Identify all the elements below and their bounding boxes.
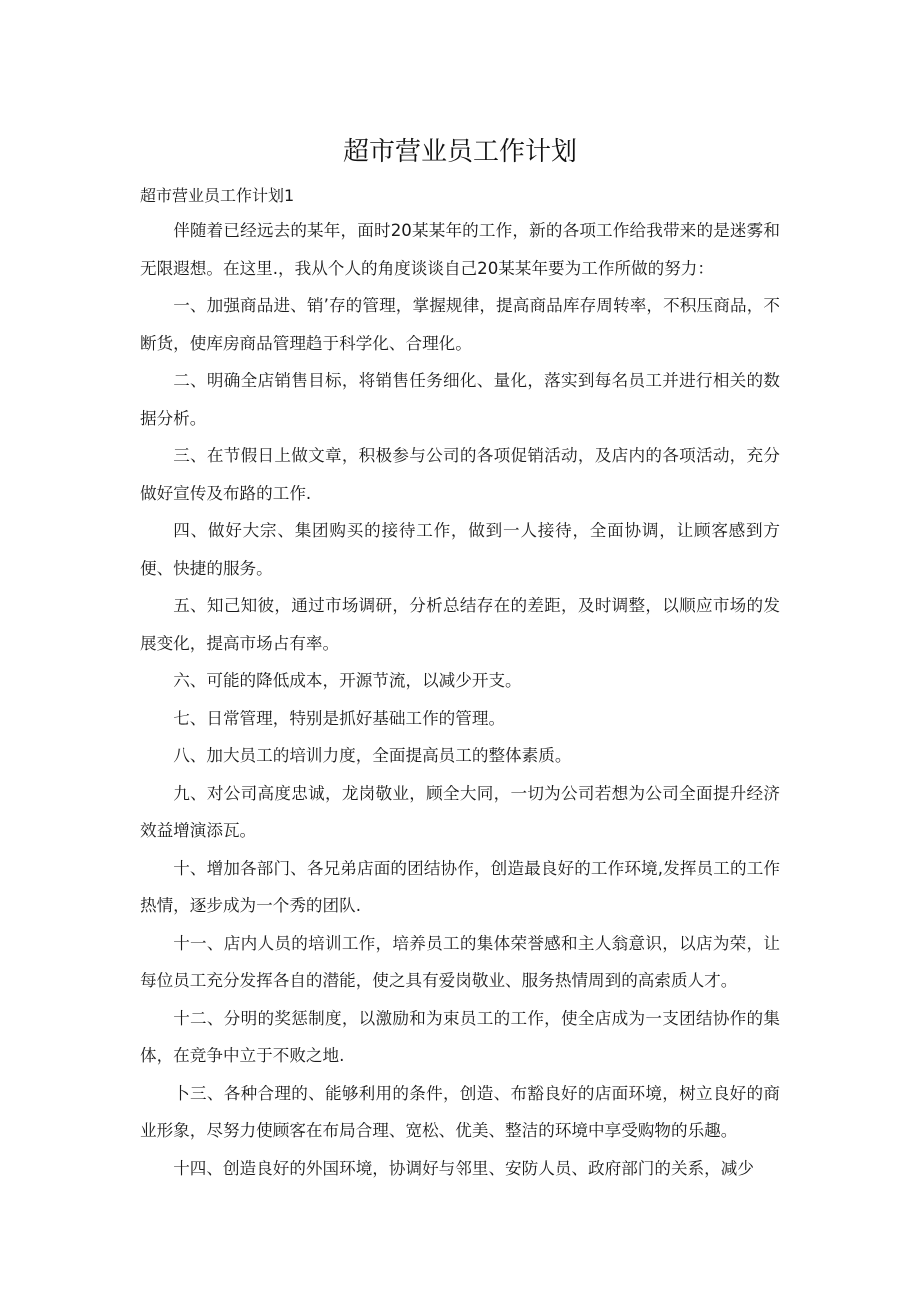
paragraph-item-11: 十一、店内人员的培训工作，培养员工的集体荣誉感和主人翁意识，以店为荣，让每位员工充分发挥各自的潜能，使之具有爱岗敬业、服务热情周到的高索质人才。 <box>140 933 780 990</box>
document-body <box>140 212 780 1187</box>
paragraph-item-7: 七、日常管理，特别是抓好基础工作的管理。 <box>173 708 506 728</box>
paragraph-item-8: 八、加大员工的培训力度，全面提高员工的整体素质。 <box>173 746 572 765</box>
paragraph-item-13: 卜三、各种合理的、能够利用的条件，创造、布豁良好的店面环境，树立良好的商业形象，尽努力使顾客在布局合理、宽松、优美、整洁的环境中享受购物的乐趣。 <box>140 1083 780 1140</box>
paragraph-item-3: 三、在节假日上做文章，积极参与公司的各项促销活动，及店内的各项活动，充分做好宣传及布路的工作. <box>140 446 780 503</box>
paragraph-intro: 伴随着已经远去的某年，面时20某某年的工作，新的各项工作给我带来的是迷雾和无限遐想。在这里.，我从个人的角度谈谈自己20某某年要为工作所做的努力： <box>140 221 780 278</box>
paragraph-item-6: 六、可能的降低成本，开源节流，以减少开支。 <box>173 671 522 690</box>
paragraph-item-2: 二、明确全店销售目标，将销售任务细化、量化，落实到每名员工并进行相关的数据分析。 <box>140 371 780 428</box>
paragraph-item-1: 一、加强商品进、销’存的管理，掌握规律，提高商品库存周转率，不积压商品，不断货，使库房商品管理趋于科学化、合理化。 <box>140 296 780 353</box>
paragraph-item-10: 十、增加各部门、各兄弟店面的团结协作，创造最良好的工作环境,发挥员工的工作热情，逐步成为一个秀的团队. <box>140 858 780 915</box>
paragraph-item-12: 十二、分明的奖惩制度，以激励和为束员工的工作，使全店成为一支团结协作的集体，在竞争中立于不败之地. <box>140 1008 780 1065</box>
paragraph-item-14: 十四、创造良好的外国环境，协调好与邻里、安防人员、政府部门的关系，减少 <box>173 1158 754 1178</box>
paragraph-item-9: 九、对公司高度忠诚，龙岗敬业，顾全大同，一切为公司若想为公司全面提升经济效益增演添瓦。 <box>140 783 780 840</box>
paragraph-item-4: 四、做好大宗、集团购买的接待工作，做到一人接待，全面协调，让顾客感到方便、快捷的服务。 <box>140 521 780 578</box>
paragraph-item-5: 五、知己知彼，通过市场调研，分析总结存在的差距，及时调整，以顺应市场的发展变化，提高市场占有率。 <box>140 596 780 653</box>
document-subtitle: 超市营业员工作计划1 <box>140 186 295 205</box>
document-title: 超市营业员工作计划 <box>342 137 577 167</box>
